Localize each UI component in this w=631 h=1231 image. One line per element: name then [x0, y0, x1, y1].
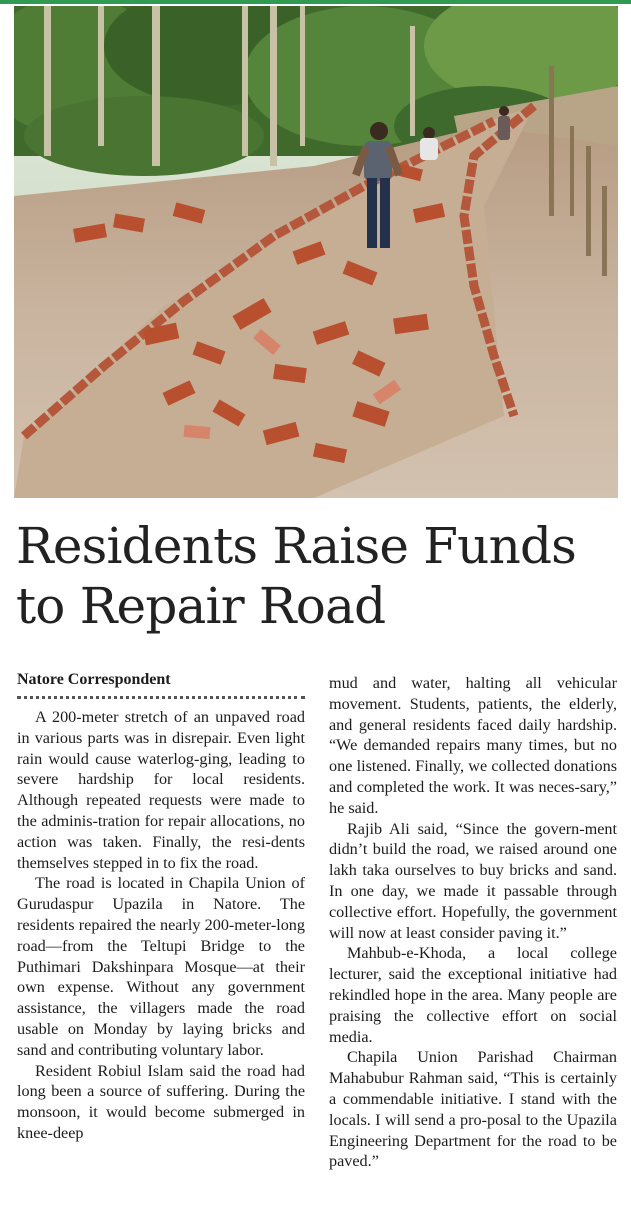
paragraph: Rajib Ali said, “Since the govern-ment didn’t build the road, we raised around one lakh taka ourselves to buy bricks and sand. In one day, we made it passable through collective effort. Hopefully, the government will now at least consider paving it.” — [329, 819, 617, 942]
paragraph: A 200-meter stretch of an unpaved road in various parts was in disrepair. Even light rain would cause waterlog-ging, leading to severe hardship for local residents. Although repeated requests were made to the adminis-tration for repair allocations, no action was taken. Finally, the resi-dents themselves stepped in to fix the road. — [17, 708, 305, 872]
article-column-left — [17, 670, 305, 1144]
article-column-right — [329, 673, 617, 1172]
paragraph: Resident Robiul Islam said the road had long been a source of suffering. During the monsoon, it would become submerged in knee-deep — [17, 1061, 305, 1142]
headline-line-2: to Repair Road — [16, 577, 386, 635]
article-photo — [14, 6, 618, 498]
headline — [16, 516, 621, 636]
paragraph-continued: mud and water, halting all vehicular movement. Students, patients, the elderly, and general residents faced daily hardship. “We demanded repairs many times, but no one listened. Finally, we collected donations and completed the work. It was neces-sary,” he said. — [329, 674, 617, 817]
top-accent-bar — [0, 0, 631, 4]
paragraph: Chapila Union Parishad Chairman Mahabubur Rahman said, “This is certainly a commendable initiative. I stand with the locals. I will send a pro-posal to the Upazila Engineering Department for the road to be paved.” — [329, 1048, 617, 1171]
paragraph: The road is located in Chapila Union of Gurudaspur Upazila in Natore. The residents repaired the nearly 200-meter-long road—from the Teltupi Bridge to the Puthimari Dakshinpara Mosque—at their own expense. Without any government assistance, the villagers made the road usable on Monday by laying bricks and sand and contributing voluntary labor. — [17, 874, 305, 1059]
headline-line-1: Residents Raise Funds — [16, 517, 577, 575]
paragraph: Mahbub-e-Khoda, a local college lecturer, said the exceptional initiative had rekindled hope in the area. Many people are praising the collective effort on social media. — [329, 944, 617, 1046]
byline: Natore Correspondent — [17, 670, 305, 699]
